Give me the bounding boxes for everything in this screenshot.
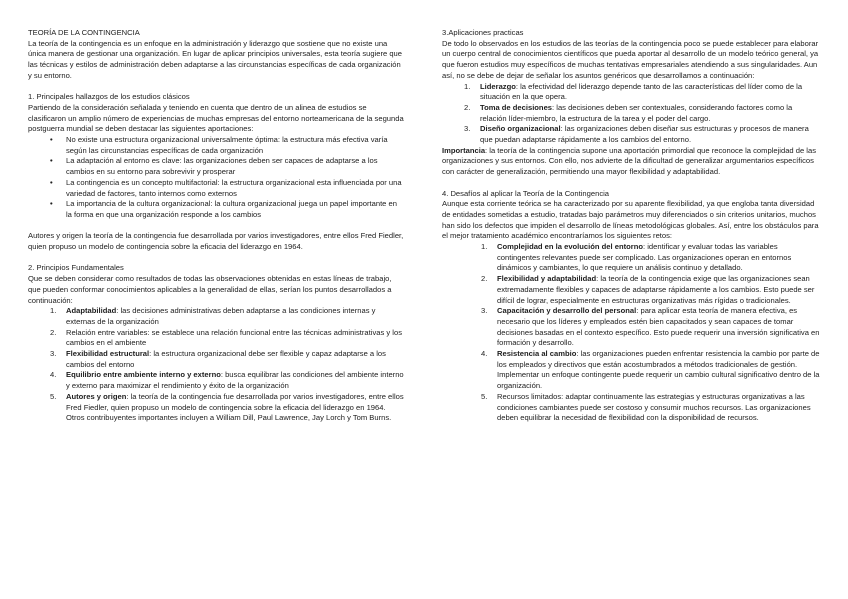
- right-column: [442, 28, 820, 424]
- bullet-item: • La adaptación al entorno es clave: las organizaciones deben ser capaces de adaptarse a los cambios en su entorno para sobrevivir y prosperar: [66, 156, 404, 177]
- list-item: 1. Complejidad en la evolución del entorno: identificar y evaluar todas las variables contingentes relevantes puede ser complicado. Las organizaciones operan en entornos dinámicos y cambiantes, lo que requiere un análisis continuo y detallado.: [481, 242, 792, 273]
- bullet-item: • No existe una estructura organizacional universalmente óptima: la estructura más efectiva varía según las circunstancias específicas de cada organización: [66, 135, 404, 156]
- left-column: [28, 28, 404, 424]
- list-item: 1. Adaptabilidad: las decisiones administrativas deben adaptarse a las condiciones internas y externas de la organización: [50, 306, 376, 326]
- section1-heading: 1. Principales hallazgos de los estudios clásicos: [28, 92, 190, 102]
- document-title: TEORÍA DE LA CONTINGENCIA: [28, 28, 140, 37]
- list-item: 3. Diseño organizacional: las organizaciones deben diseñar sus estructuras y procesos de manera que puedan adaptarse rápidamente a los cambios del entorno.: [464, 124, 809, 145]
- intro-paragraph: La teoría de la contingencia es un enfoque en la administración y liderazgo que sostiene que no existe una única manera de gestionar una organización. En lugar de aplicar principios universales, esta teoría sugiere que las técnicas y estilos de administración deben adaptarse a las circunstancias específicas de cada organización y su entorno.: [28, 38, 403, 80]
- list-item: 3. Capacitación y desarrollo del personal: para aplicar esta teoría de manera efectiva, es necesario que los líderes y empleados estén bien capacitados y sean capaces de tomar decisiones basadas en el contexto específico. Esto puede requerir una inversión significativa en formación y desarrollo.: [481, 306, 820, 348]
- section1-bullets: [28, 135, 404, 221]
- bullet-item: • La contingencia es un concepto multifactorial: la estructura organizacional esta influenciada por una variedad de factores, tanto internos como externos: [66, 178, 404, 199]
- list-item: 5. Autores y origen: la teoría de la contingencia fue desarrollada por varios investigadores, entre ellos Fred Fiedler, quien propuso un modelo de contingencia sobre la eficacia del liderazgo en 1964. Otros contribuyentes importantes incluyen a William Dill, Paul Lawrence, Jay Lorch y Tom Burns.: [50, 391, 404, 423]
- section2-heading: 2. Principios Fundamentales: [28, 263, 124, 273]
- section3-list: [442, 82, 820, 146]
- list-item: 3. Flexibilidad estructural: la estructura organizacional debe ser flexible y capaz adaptarse a los cambios del entorno: [50, 349, 386, 369]
- bullet-item: • La importancia de la cultura organizacional: la cultura organizacional juega un papel importante en la forma en que una organización responde a los cambios: [66, 199, 404, 220]
- authors-paragraph: Autores y origen la teoría de la contingencia fue desarrollada por varios investigadores, entre ellos Fred Fiedler, quien propuso un modelo de contingencia sobre la eficacia del liderazgo en 1964.: [28, 231, 404, 252]
- list-item: 2. Toma de decisiones: las decisiones deben ser contextuales, considerando factores como la relación líder-miembro, la estructura de la tarea y el poder del cargo.: [464, 102, 793, 123]
- section3-paragraph: De todo lo observados en los estudios de las teorías de la contingencia poco se puede establecer para elaborar un cuerpo central de conocimientos científicos que pueda aportar al desarrollo de un modelo teórico general, ya que fueron estudios muy específicos de muchas tentativas empresariales atendiendo a sus singularidades. Aun así, no se debe de dejar de señalar los asuntos genéricos que desarrollamos a continuación:: [442, 38, 819, 80]
- section4-paragraph: Aunque esta corriente teórica se ha caracterizado por su aparente flexibilidad, ya que engloba tanta diversidad de entidades sometidas a estudio, tratadas bajo parámetros muy diferenciados o sin criterios unitarios, muchos han sido los defectos que impiden el desarrollo de líneas metodológicas globales. Así, entre los obstáculos para el mejor tratamiento académico encontraríamos los siguientes retos:: [442, 199, 819, 241]
- section4-list: [442, 242, 820, 424]
- list-item: 2. Flexibilidad y adaptabilidad: la teoría de la contingencia exige que las organizaciones sean extremadamente flexibles y capaces de adaptarse rápidamente a los cambios. Esto puede ser difícil de lograr, especialmente en estructuras organizativas más rígidas o tradicionales.: [481, 274, 815, 305]
- importance-paragraph: Importancia: la teoría de la contingencia supone una aportación primordial que reconoce la complejidad de las organizaciones y sus entornos. Con ello, nos advierte de la dificultad de generalizar argumentarios específicos con carácter de generalización, permitiendo una mayor flexibilidad y adaptabilidad.: [442, 145, 817, 177]
- section2-list: [28, 306, 404, 424]
- section4-heading: 4. Desafíos al aplicar la Teoría de la Contingencia: [442, 188, 610, 198]
- list-item: 5. Recursos limitados: adaptar continuamente las estrategias y estructuras organizativas a las condiciones cambiantes puede ser costoso y consumir muchos recursos. Las organizaciones deben equilibrar la necesidad de flexibilidad con la disponibilidad de recursos.: [481, 391, 811, 423]
- section2-paragraph: Que se deben considerar como resultados de todas las observaciones obtenidas en estas líneas de trabajo, que pueden conformar conocimientos aplicables a la generalidad de ellas, serían los puntos desarrollados a continuación:: [28, 274, 392, 305]
- list-item: 4. Resistencia al cambio: las organizaciones pueden enfrentar resistencia la cambio por parte de los empleados y directivos que están acostumbrados a métodos tradicionales de gestión. Implementar un enfoque contingente puede requerir un cambio cultural significativo dentro de la organización.: [481, 349, 820, 391]
- section1-paragraph: Partiendo de la consideración señalada y teniendo en cuenta que dentro de un alinea de estudios se clasificaron un amplio número de experiencias de muchas empresas del entorno norteamericana de la segunda postguerra mundial se deben destacar las siguientes aportaciones:: [28, 102, 404, 134]
- list-item: 2. Relación entre variables: se establece una relación funcional entre las técnicas administrativas y los cambios en el ambiente: [50, 327, 402, 348]
- list-item: 1. Liderazgo: la efectividad del liderazgo depende tanto de las características del líder como de la situación en la que opera.: [464, 81, 803, 102]
- section3-heading: 3.Aplicaciones practicas: [442, 28, 524, 37]
- list-item: 4. Equilibrio entre ambiente interno y externo: busca equilibrar las condiciones del ambiente interno y externo para maximizar el rendimiento y éxito de la organización: [50, 370, 404, 391]
